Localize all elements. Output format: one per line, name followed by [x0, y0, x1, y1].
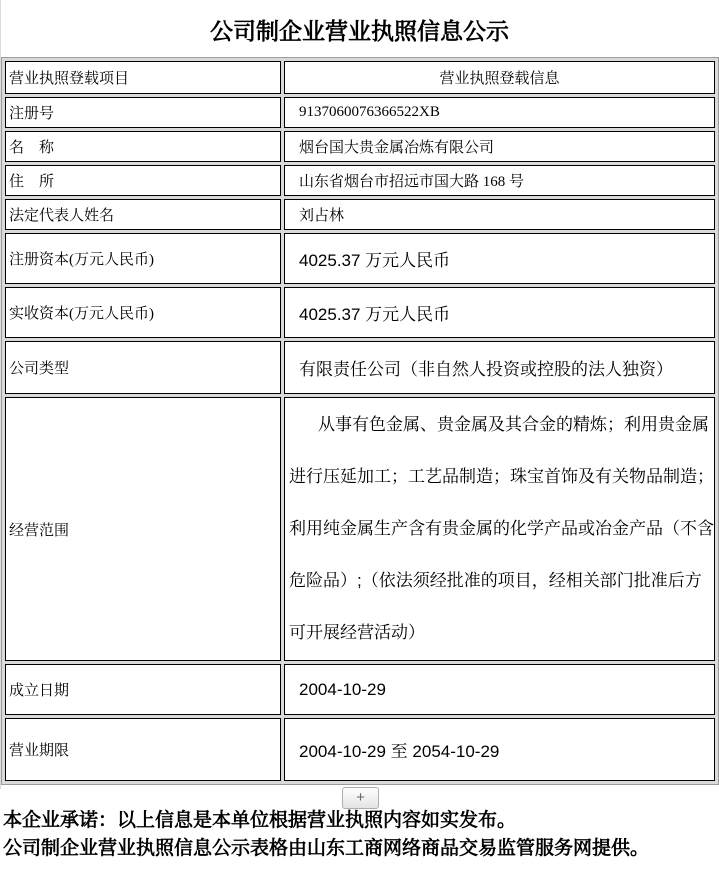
- license-info-table: [1, 57, 719, 785]
- row-label-registration-number: 注册号: [5, 97, 281, 128]
- table-header-row: [5, 61, 715, 94]
- row-label-registered-capital: 注册资本(万元人民币): [5, 233, 281, 284]
- row-value-registration-number: 9137060076366522XB: [284, 97, 715, 128]
- row-value-establishment-date: 2004-10-29: [284, 664, 715, 715]
- row-value-registered-capital: 4025.37 万元人民币: [284, 233, 715, 284]
- row-label-address: 住 所: [5, 165, 281, 196]
- row-value-company-name: 烟台国大贵金属冶炼有限公司: [284, 131, 715, 162]
- row-value-business-term: 2004-10-29 至 2054-10-29: [284, 718, 715, 781]
- table-row: [5, 287, 715, 338]
- column-header-item: 营业执照登载项目: [5, 61, 281, 94]
- column-header-info: 营业执照登载信息: [284, 61, 715, 94]
- table-row: [5, 233, 715, 284]
- row-label-business-term: 营业期限: [5, 718, 281, 781]
- table-row: [5, 397, 715, 661]
- footer: [3, 807, 715, 863]
- row-label-company-name: 名 称: [5, 131, 281, 162]
- row-value-address: 山东省烟台市招远市国大路 168 号: [284, 165, 715, 196]
- table-row: [5, 131, 715, 162]
- table-row: [5, 664, 715, 715]
- row-label-company-type: 公司类型: [5, 341, 281, 394]
- row-value-paid-in-capital: 4025.37 万元人民币: [284, 287, 715, 338]
- page-title: 公司制企业营业执照信息公示: [210, 19, 509, 44]
- table-row: [5, 199, 715, 230]
- footer-provider-line: 公司制企业营业执照信息公示表格由山东工商网络商品交易监管服务网提供。: [3, 838, 650, 859]
- row-value-legal-representative: 刘占林: [284, 199, 715, 230]
- table-row: [5, 97, 715, 128]
- table-row: [5, 718, 715, 781]
- table-row: [5, 341, 715, 394]
- row-label-legal-representative: 法定代表人姓名: [5, 199, 281, 230]
- row-value-company-type: 有限责任公司（非自然人投资或控股的法人独资）: [284, 341, 715, 394]
- row-label-business-scope: 经营范围: [5, 397, 281, 661]
- row-label-paid-in-capital: 实收资本(万元人民币): [5, 287, 281, 338]
- row-value-business-scope: 从事有色金属、贵金属及其合金的精炼；利用贵金属进行压延加工；工艺品制造；珠宝首饰及有关物品制造；利用纯金属生产含有贵金属的化学产品或冶金产品（不含危险品）;（依法须经批准的项目，经相关部门批准后方可开展经营活动）: [284, 397, 715, 661]
- footer-commitment-line: 本企业承诺：以上信息是本单位根据营业执照内容如实发布。: [3, 810, 517, 831]
- table-row: [5, 165, 715, 196]
- expand-button[interactable]: +: [342, 787, 379, 809]
- row-label-establishment-date: 成立日期: [5, 664, 281, 715]
